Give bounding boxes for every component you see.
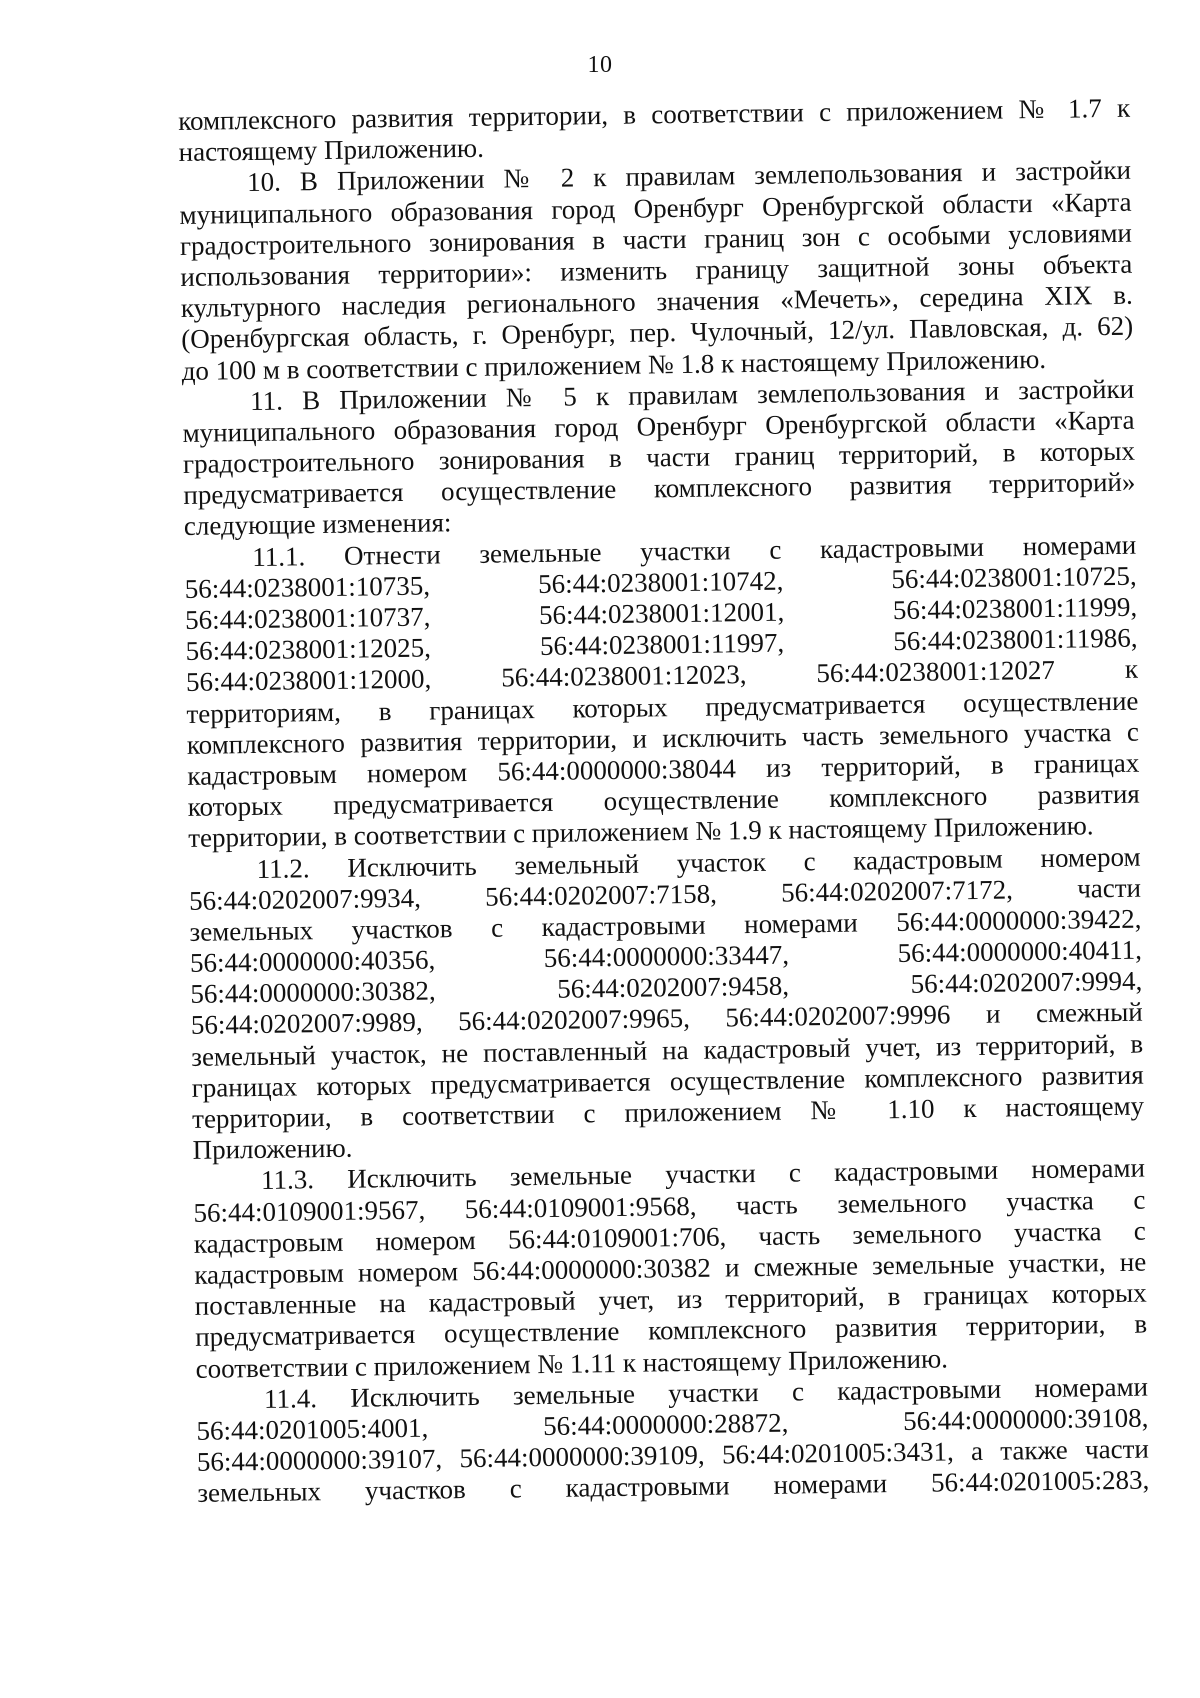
- text-line: 56:44:0000000:30382, 56:44:0202007:9458, 56:44:0202007:9994,: [190, 965, 1143, 1010]
- text-line: (Оренбургская область, г. Оренбург, пер. Чулочный, 12/ул. Павловская, д. 62): [181, 310, 1134, 355]
- text-line: Приложению.: [192, 1132, 353, 1166]
- text-line: 56:44:0000000:39107, 56:44:0000000:39109, 56:44:0201005:3431, а также части: [196, 1433, 1150, 1477]
- text-line: 56:44:0201005:4001, 56:44:0000000:28872, 56:44:0000000:39108,: [196, 1402, 1149, 1446]
- text-line: территории, в соответствии с приложением № 1.9 к настоящему Приложению.: [188, 810, 1094, 854]
- text-line: до 100 м в соответствии с приложением № 1.8 к настоящему Приложению.: [181, 343, 1047, 386]
- text-line: кадастровым номером 56:44:0000000:38044 из территорий, в границах: [187, 747, 1140, 791]
- text-line: предусматривается осуществление комплексного развития территории, в: [194, 1308, 1148, 1353]
- paragraph-first-line: 11.3. Исключить земельные участки с кадастровыми номерами: [260, 1152, 1146, 1196]
- text-line: 56:44:0202007:9934, 56:44:0202007:7158, 56:44:0202007:7172, части: [188, 872, 1142, 916]
- paragraph-first-line: 10. В Приложении № 2 к правилам землепользования и застройки: [246, 155, 1132, 198]
- text-line: использования территории»: изменить границу защитной зоны объекта: [180, 248, 1133, 292]
- text-line: муниципального образования город Оренбург Оренбургской области «Карта: [179, 186, 1132, 230]
- text-line: границах которых предусматривается осуществление комплексного развития: [191, 1059, 1144, 1103]
- text-line: предусматривается осуществление комплексного развития территорий»: [183, 466, 1136, 511]
- text-line: территориям, в границах которых предусматривается осуществление: [186, 685, 1139, 729]
- paragraph-first-line: 11.1. Отнести земельные участки с кадастровыми номерами: [252, 529, 1137, 572]
- text-line: земельных участков с кадастровыми номерами 56:44:0000000:39422,: [189, 903, 1142, 947]
- page-number: 10: [587, 52, 613, 78]
- text-line: градостроительного зонирования в части границ зон с особыми условиями: [179, 217, 1133, 261]
- text-line: 56:44:0109001:9567, 56:44:0109001:9568, часть земельного участка с: [193, 1184, 1146, 1228]
- text-line: 56:44:0238001:12025, 56:44:0238001:11997, 56:44:0238001:11986,: [185, 622, 1138, 667]
- text-line: земельных участков с кадастровыми номерами 56:44:0201005:283,: [197, 1464, 1150, 1509]
- text-line: градостроительного зонирования в части границ территорий, в которых: [182, 435, 1136, 480]
- text-line: 56:44:0238001:10735, 56:44:0238001:10742, 56:44:0238001:10725,: [184, 560, 1137, 604]
- text-line: территории, в соответствии с приложением № 1.10 к настоящему: [191, 1090, 1145, 1134]
- text-line: муниципального образования город Оренбург Оренбургской области «Карта: [182, 404, 1135, 448]
- text-line: 56:44:0000000:40356, 56:44:0000000:33447, 56:44:0000000:40411,: [189, 934, 1143, 978]
- document-body: [178, 93, 1150, 1510]
- paragraph-first-line: 11.2. Исключить земельный участок с кадастровым номером: [256, 841, 1141, 884]
- text-line: комплексного развития территории, в соответствии с приложением № 1.7 к: [178, 92, 1131, 136]
- paragraph-first-line: 11.4. Исключить земельные участки с кадастровыми номерами: [263, 1371, 1149, 1414]
- text-line: поставленные на кадастровый учет, из территорий, в границах которых: [194, 1277, 1147, 1322]
- text-line: 56:44:0238001:12000, 56:44:0238001:12023, 56:44:0238001:12027 к: [185, 654, 1139, 698]
- text-line: 56:44:0238001:10737, 56:44:0238001:12001, 56:44:0238001:11999,: [184, 591, 1138, 635]
- text-line: следующие изменения:: [183, 507, 452, 542]
- text-line: которых предусматривается осуществление комплексного развития: [187, 778, 1140, 823]
- text-line: соответствии с приложением № 1.11 к настоящему Приложению.: [195, 1342, 949, 1384]
- text-line: настоящему Приложению.: [178, 132, 485, 168]
- text-line: комплексного развития территории, и исключить часть земельного участка с: [186, 716, 1140, 760]
- text-line: культурного наследия регионального значения «Мечеть», середина XIX в.: [180, 279, 1133, 324]
- text-line: 56:44:0202007:9989, 56:44:0202007:9965, 56:44:0202007:9996 и смежный: [190, 997, 1143, 1041]
- paragraph-first-line: 11. В Приложении № 5 к правилам землепользования и застройки: [249, 373, 1135, 416]
- text-line: кадастровым номером 56:44:0000000:30382 и смежные земельные участки, не: [194, 1246, 1147, 1290]
- text-line: кадастровым номером 56:44:0109001:706, часть земельного участка с: [193, 1215, 1147, 1259]
- text-line: земельный участок, не поставленный на кадастровый учет, из территорий, в: [191, 1028, 1144, 1072]
